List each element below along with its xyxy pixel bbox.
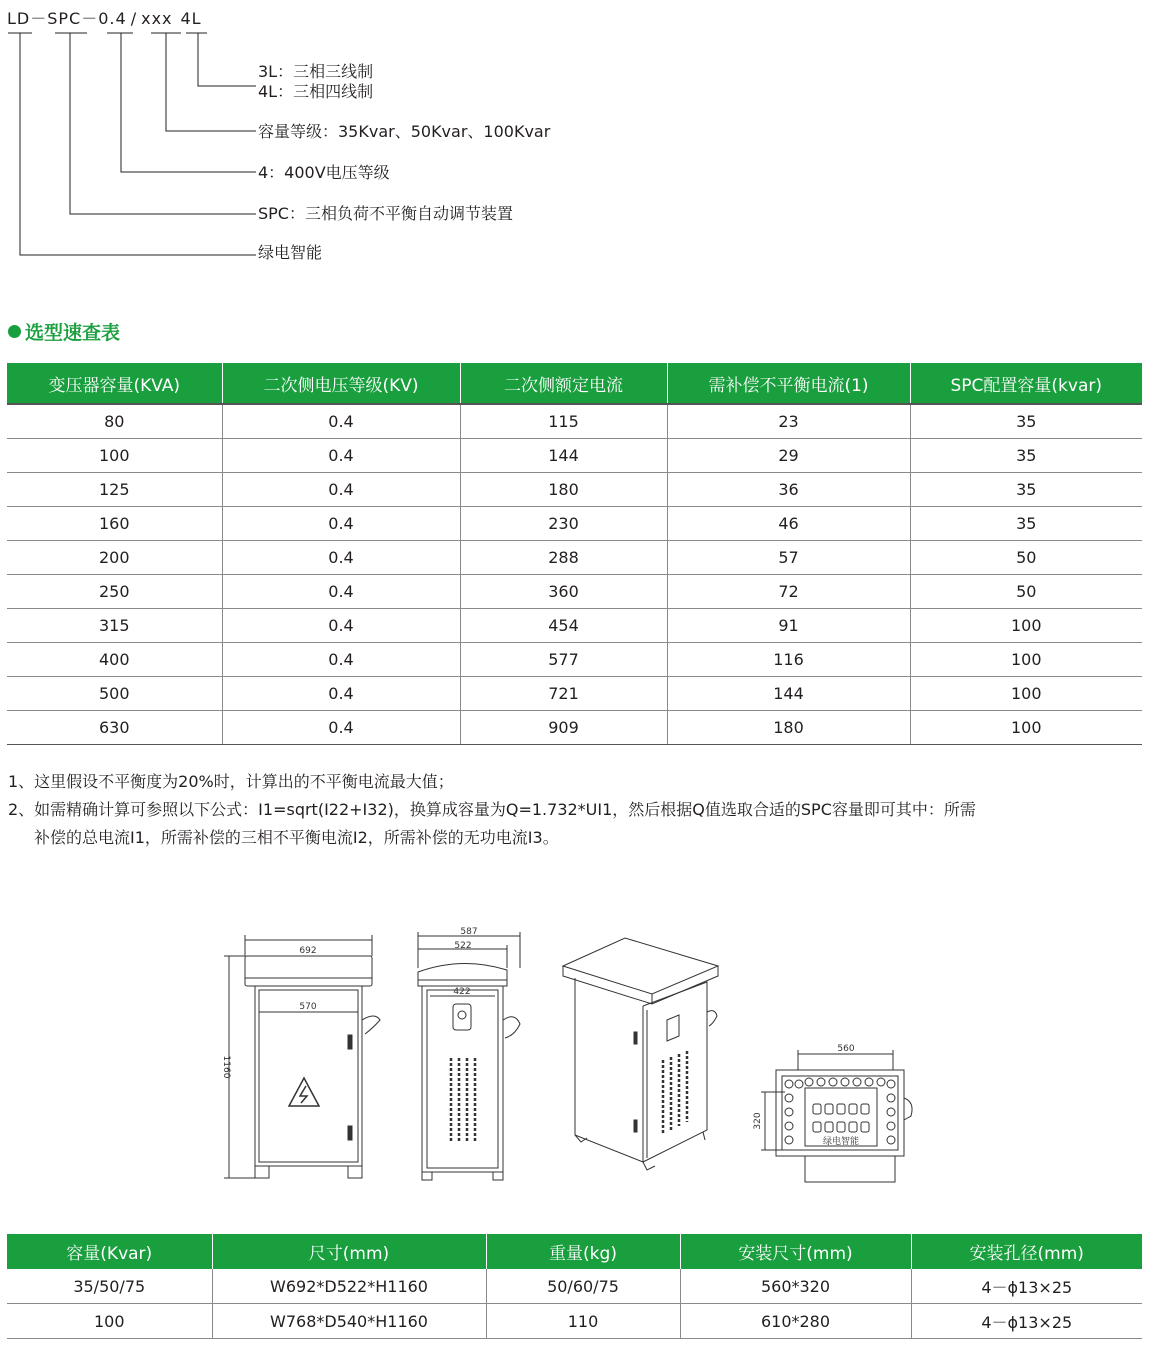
table-cell: 100	[910, 677, 1142, 711]
table-cell: 0.4	[222, 575, 460, 609]
table-cell: 230	[460, 507, 667, 541]
table-cell: 80	[7, 404, 222, 439]
table-cell: 200	[7, 541, 222, 575]
table-cell: 115	[460, 404, 667, 439]
isometric-view-vents	[663, 1051, 687, 1134]
label-bottom-width: 560	[837, 1044, 855, 1054]
code-desc-spc: SPC：三相负荷不平衡自动调节装置	[258, 204, 513, 223]
table-cell: 91	[667, 609, 910, 643]
label-side-body-depth: 422	[453, 987, 471, 997]
table-cell: 35	[910, 507, 1142, 541]
table-cell: 100	[7, 1304, 212, 1339]
cabinet-drawings	[215, 920, 935, 1190]
table-cell: 0.4	[222, 541, 460, 575]
table-cell: 360	[460, 575, 667, 609]
table-cell: 110	[486, 1304, 680, 1339]
header-weight: 重量(kg)	[486, 1234, 680, 1269]
header-mounting-hole: 安装孔径(mm)	[911, 1234, 1142, 1269]
label-front-top-width: 692	[299, 946, 317, 956]
table-cell: 35	[910, 473, 1142, 507]
table-cell: 50	[910, 575, 1142, 609]
code-desc-wiring	[258, 62, 373, 102]
table-cell: 0.4	[222, 473, 460, 507]
code-part-capacity: xxx	[141, 9, 173, 28]
table-cell: 721	[460, 677, 667, 711]
front-view-drawing	[224, 935, 380, 1178]
table-cell: 250	[7, 575, 222, 609]
code-part-sep2: －	[81, 9, 99, 28]
header-spc-capacity: SPC配置容量(kvar)	[910, 363, 1142, 404]
selection-table	[7, 363, 1142, 745]
code-desc-3l: 3L：三相三线制	[258, 62, 374, 81]
header-unbalance-current: 需补偿不平衡电流(1)	[667, 363, 910, 404]
table-cell: 144	[667, 677, 910, 711]
table-cell: 0.4	[222, 711, 460, 745]
table-cell: 116	[667, 643, 910, 677]
table-row	[7, 439, 1142, 473]
table-cell: 100	[910, 609, 1142, 643]
label-front-body-width: 570	[299, 1002, 317, 1012]
table-row	[7, 575, 1142, 609]
table-row	[7, 1304, 1142, 1339]
table-row	[7, 507, 1142, 541]
table-row	[7, 711, 1142, 745]
side-view-drawing	[418, 932, 520, 1180]
table-cell: 50	[910, 541, 1142, 575]
table-cell: 0.4	[222, 439, 460, 473]
table-cell: W768*D540*H1160	[212, 1304, 486, 1339]
header-size: 尺寸(mm)	[212, 1234, 486, 1269]
table-cell: 100	[910, 711, 1142, 745]
code-desc-4l: 4L：三相四线制	[258, 82, 374, 101]
table-cell: 57	[667, 541, 910, 575]
table-cell: 160	[7, 507, 222, 541]
notes	[8, 768, 1128, 852]
table-cell: 144	[460, 439, 667, 473]
header-mounting-size: 安装尺寸(mm)	[680, 1234, 911, 1269]
table-row	[7, 643, 1142, 677]
side-view-vents	[451, 1058, 475, 1142]
code-part-wiring: 4L	[180, 9, 202, 28]
table-cell: 0.4	[222, 404, 460, 439]
section-title-text: 选型速查表	[25, 322, 121, 344]
table-cell: 35	[910, 439, 1142, 473]
code-part-slash: /	[130, 9, 138, 28]
label-front-height: 1160	[221, 1055, 231, 1079]
code-part-ld: LD	[7, 9, 31, 28]
dimension-table	[7, 1234, 1142, 1339]
bullet-dot-icon	[8, 325, 21, 338]
code-desc-brand: 绿电智能	[258, 243, 323, 262]
table-cell: 29	[667, 439, 910, 473]
dimension-table-header	[7, 1234, 1142, 1269]
table-cell: 125	[7, 473, 222, 507]
header-transformer-capacity: 变压器容量(KVA)	[7, 363, 222, 404]
header-capacity: 容量(Kvar)	[7, 1234, 212, 1269]
code-part-voltage: 0.4	[98, 9, 127, 28]
table-cell: 0.4	[222, 507, 460, 541]
table-cell: 100	[910, 643, 1142, 677]
isometric-view-drawing	[563, 938, 718, 1170]
table-cell: 500	[7, 677, 222, 711]
table-cell: 288	[460, 541, 667, 575]
table-cell: 50/60/75	[486, 1269, 680, 1304]
table-row	[7, 473, 1142, 507]
note-1: 1、这里假设不平衡度为20%时，计算出的不平衡电流最大值；	[8, 772, 454, 791]
table-cell: 180	[460, 473, 667, 507]
table-cell: 4－ϕ13×25	[911, 1304, 1142, 1339]
table-cell: 0.4	[222, 643, 460, 677]
model-code-section	[0, 0, 700, 280]
code-part-sep1: －	[30, 9, 48, 28]
table-cell: 909	[460, 711, 667, 745]
label-bottom-depth: 320	[753, 1112, 763, 1130]
table-cell: 72	[667, 575, 910, 609]
table-cell: 180	[667, 711, 910, 745]
table-cell: 100	[7, 439, 222, 473]
table-row	[7, 1269, 1142, 1304]
note-2-continued: 补偿的总电流I1，所需补偿的三相不平衡电流I2，所需补偿的无功电流I3。	[34, 828, 559, 847]
table-cell: 35	[910, 404, 1142, 439]
table-cell: 454	[460, 609, 667, 643]
table-cell: 610*280	[680, 1304, 911, 1339]
table-cell: W692*D522*H1160	[212, 1269, 486, 1304]
label-side-total-depth: 587	[460, 927, 478, 937]
label-side-roof-depth: 522	[454, 941, 472, 951]
code-part-spc: SPC	[47, 9, 82, 28]
table-cell: 400	[7, 643, 222, 677]
table-cell: 23	[667, 404, 910, 439]
code-desc-capacity: 容量等级：35Kvar、50Kvar、100Kvar	[258, 122, 551, 141]
table-cell: 577	[460, 643, 667, 677]
table-cell: 4－ϕ13×25	[911, 1269, 1142, 1304]
header-secondary-current: 二次侧额定电流	[460, 363, 667, 404]
header-secondary-voltage: 二次侧电压等级(KV)	[222, 363, 460, 404]
table-row	[7, 541, 1142, 575]
table-cell: 46	[667, 507, 910, 541]
cabinet-drawings-svg	[215, 920, 935, 1190]
table-row	[7, 677, 1142, 711]
label-bottom-panel: 绿电智能	[822, 1137, 860, 1147]
table-cell: 35/50/75	[7, 1269, 212, 1304]
table-cell: 630	[7, 711, 222, 745]
table-cell: 560*320	[680, 1269, 911, 1304]
table-row	[7, 404, 1142, 439]
table-row	[7, 609, 1142, 643]
section-title	[8, 318, 120, 345]
note-2: 2、如需精确计算可参照以下公式：I1=sqrt(I22+I32)，换算成容量为Q=1.732*UI1，然后根据Q值选取合适的SPC容量即可其中：所需	[8, 800, 976, 819]
table-cell: 0.4	[222, 609, 460, 643]
table-cell: 36	[667, 473, 910, 507]
table-cell: 0.4	[222, 677, 460, 711]
code-desc-voltage: 4：400V电压等级	[258, 163, 390, 182]
table-cell: 315	[7, 609, 222, 643]
selection-table-header	[7, 363, 1142, 404]
